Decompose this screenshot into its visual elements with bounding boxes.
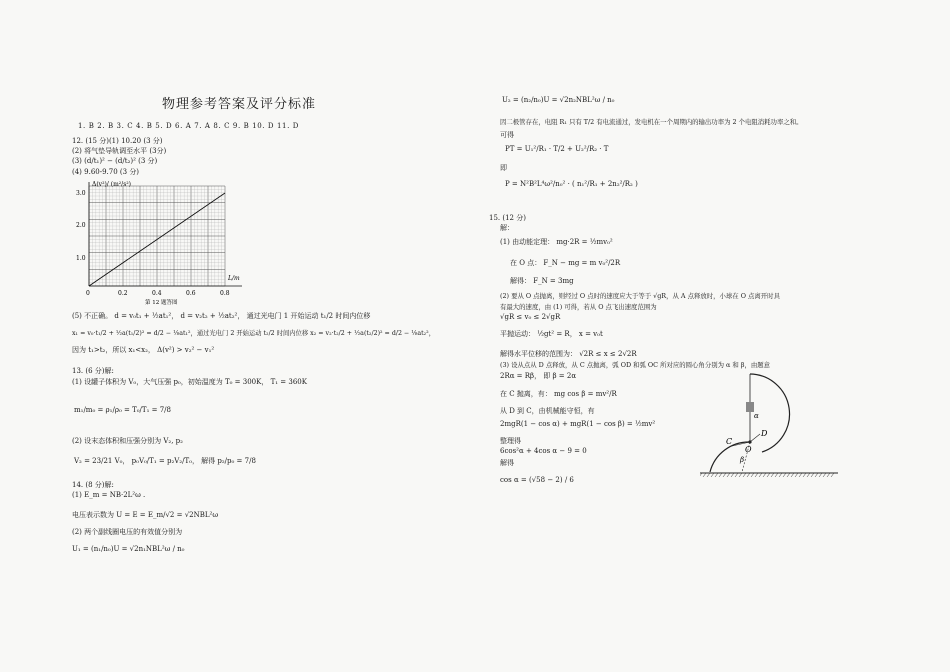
y-tick-label: 2.0 — [76, 222, 86, 229]
q13-heading: 13. (6 分)解: — [72, 367, 114, 375]
hatch-line — [771, 473, 774, 477]
q12-part5-line1: (5) 不正确。 d = v₀t₁ + ½at₁²， d = v₂t₂ + ½at₂²， 通过光电门 1 开始运动 t₁/2 时间内位移 — [72, 312, 371, 320]
q15-quadratic: 6cos²α + 4cos α − 9 = 0 — [500, 447, 587, 455]
hatch-line — [707, 473, 710, 477]
q15-solve-label: 解得 — [500, 459, 514, 467]
q15-part1: (1) 由动能定理： mg·2R = ½mv₀² — [500, 238, 613, 246]
result-label: 可得 — [500, 131, 514, 139]
eq-pt: PT = U₁²/R₁ · T/2 + U₂²/R₂ · T — [505, 145, 609, 153]
eq-u2: U₂ = (n₂/n₀)U = √2n₂NBL²ω / n₀ — [502, 96, 615, 104]
q13-equation2: V₂ = 23/21 V₀， p₀V₀/T₁ = p₂V₂/T₀， 解得 p₂/p₀ = 7/8 — [74, 457, 256, 465]
label-alpha: α — [754, 412, 759, 420]
eq-p: P = N²B²L⁴ω²/n₀² · ( n₁²/R₁ + 2n₂²/R₂ ) — [505, 180, 638, 188]
q12-part5-line3: 因为 t₁>t₂，所以 x₁<x₂， Δ(v²) > v₂² − v₁² — [72, 346, 215, 354]
point-o — [748, 440, 751, 443]
q14-part1: (1) E_m = NB·2L²ω . — [72, 491, 146, 499]
ground-hatching — [700, 473, 834, 477]
hatch-line — [787, 473, 790, 477]
hatch-line — [827, 473, 830, 477]
y-axis-label: Δ(v²)/ (m²/s²) — [92, 181, 132, 188]
radius-od — [750, 434, 760, 442]
q12-part2: (2) 将气垫导轨调至水平 (3分) — [72, 147, 167, 155]
q14-equation-u1: U₁ = (n₁/n₀)U = √2n₁NBL²ω / n₀ — [72, 545, 185, 553]
x-axis-label: L/m — [228, 275, 240, 282]
hatch-line — [759, 473, 762, 477]
x-tick-label: 0.4 — [152, 290, 162, 297]
multiple-choice-answers: 1. B 2. B 3. C 4. B 5. D 6. A 7. A 8. C 9. B 10. D 11. D — [78, 122, 299, 130]
hatch-line — [719, 473, 722, 477]
hatch-line — [700, 473, 702, 477]
q15-projectile: 平抛运动： ½gt² = R， x = v₀t — [500, 330, 603, 338]
hatch-line — [819, 473, 822, 477]
graph-grid — [89, 186, 225, 286]
q15-range: 解得水平位移的范围为： √2R ≤ x ≤ 2√2R — [500, 350, 637, 358]
hatch-line — [831, 473, 834, 477]
hatch-line — [767, 473, 770, 477]
q14-part2: (2) 两个副线圈电压的有效值分别为 — [72, 528, 183, 536]
q15-figure — [700, 372, 840, 482]
q15-energy-intro: 从 D 到 C，由机械能守恒，有 — [500, 407, 595, 415]
y-tick-label: 1.0 — [76, 255, 86, 262]
hatch-line — [743, 473, 746, 477]
q15-speed-range: √gR ≤ v₀ ≤ 2√gR — [500, 313, 561, 321]
label-c: C — [726, 437, 733, 446]
q12-part5-line2: x₁ = v₀·t₁/2 + ½a(t₁/2)² = d/2 − ⅛at₁²，通过光电门 2 开始运动 t₂/2 时间内位移 x₂ = v₂·t₂/2 + ½a(t₂/2)² = d/2 − ⅛at₂²， — [72, 330, 436, 337]
hatch-line — [799, 473, 802, 477]
q13-part2: (2) 设末态体积和压强分别为 V₂, p₂ — [72, 437, 183, 445]
x-tick-label: 0.6 — [186, 290, 196, 297]
x-tick-label: 0 — [86, 290, 90, 297]
q15-at-c: 在 C 抛离，有： mg cos β = mv²/R — [500, 390, 617, 398]
q15-at-o: 在 O 点： F_N − mg = m v₀²/2R — [510, 259, 621, 267]
q15-rearrange-label: 整理得 — [500, 437, 521, 445]
label-o: O — [745, 445, 752, 454]
q12-graph — [70, 176, 250, 306]
q12-heading: 12. (15 分)(1) 10.20 (3 分) — [72, 137, 163, 145]
hatch-line — [823, 473, 826, 477]
q15-part3: (3) 设从点从 D 点释放，从 C 点抛离，弧 OD 和弧 OC 所对应的圆心角分别为 α 和 β，由题意 — [500, 361, 771, 369]
q15-angle-relation: 2Rα = Rβ， 即 β = 2α — [500, 372, 577, 380]
hatch-line — [727, 473, 730, 477]
hatch-line — [739, 473, 742, 477]
q15-energy-eq: 2mgR(1 − cos α) + mgR(1 − cos β) = ½mv² — [500, 420, 656, 428]
label-beta: β — [740, 456, 745, 464]
q13-equation1: m₁/m₀ = ρ₁/ρ₀ = T₀/T₁ = 7/8 — [74, 406, 171, 414]
hatch-line — [803, 473, 806, 477]
that-is-label: 即 — [500, 164, 507, 172]
q14-voltage: 电压表示数为 U = E = E_m/√2 = √2NBL²ω — [72, 511, 219, 519]
q12-part4: (4) 9.60-9.70 (3 分) — [72, 168, 140, 176]
q12-part3: (3) (d/t₁)² − (d/t₂)² (3 分) — [72, 157, 158, 165]
hatch-line — [703, 473, 706, 477]
x-tick-label: 0.2 — [118, 290, 128, 297]
hatch-line — [763, 473, 766, 477]
graph-caption: 第 12 题答图 — [145, 300, 178, 306]
hatch-line — [715, 473, 718, 477]
hatch-line — [791, 473, 794, 477]
hatch-line — [779, 473, 782, 477]
label-d: D — [761, 429, 768, 438]
ball-marker — [746, 402, 754, 412]
q15-fn-result: 解得： F_N = 3mg — [510, 277, 574, 285]
hatch-line — [747, 473, 750, 477]
q15-solution-label: 解： — [500, 224, 514, 232]
hatch-line — [795, 473, 798, 477]
hatch-line — [811, 473, 814, 477]
q13-part1: (1) 设罐子体积为 V₀，大气压强 p₀，初始温度为 T₀ = 300K， T₁ = 360K — [72, 378, 307, 386]
hatch-line — [755, 473, 758, 477]
hatch-line — [751, 473, 754, 477]
q15-heading: 15. (12 分) — [489, 214, 526, 222]
q15-part2-line1: (2) 要从 O 点抛离，则经过 O 点时的速度应大于等于 √gR，从 A 点释放时，小球在 O 点离开时具 — [500, 292, 780, 300]
q15-cos-result: cos α = (√58 − 2) / 6 — [500, 476, 574, 484]
hatch-line — [807, 473, 810, 477]
y-tick-label: 3.0 — [76, 190, 86, 197]
x-tick-label: 0.8 — [220, 290, 230, 297]
hatch-line — [775, 473, 778, 477]
hatch-line — [783, 473, 786, 477]
page-title: 物理参考答案及评分标准 — [162, 97, 317, 112]
hatch-line — [711, 473, 714, 477]
hatch-line — [815, 473, 818, 477]
power-explanation: 因二极管存在，电阻 R₁ 只有 T/2 有电流通过，发电机在一个周期内的输出功率为 2 个电阻消耗功率之和。 — [500, 118, 803, 126]
q14-heading: 14. (8 分)解: — [72, 481, 114, 489]
hatch-line — [723, 473, 726, 477]
hatch-line — [735, 473, 738, 477]
hatch-line — [731, 473, 734, 477]
q15-part2-line2: 有最大的速度，由 (1) 可得，若从 O 点飞出速度范围为 — [500, 303, 657, 311]
